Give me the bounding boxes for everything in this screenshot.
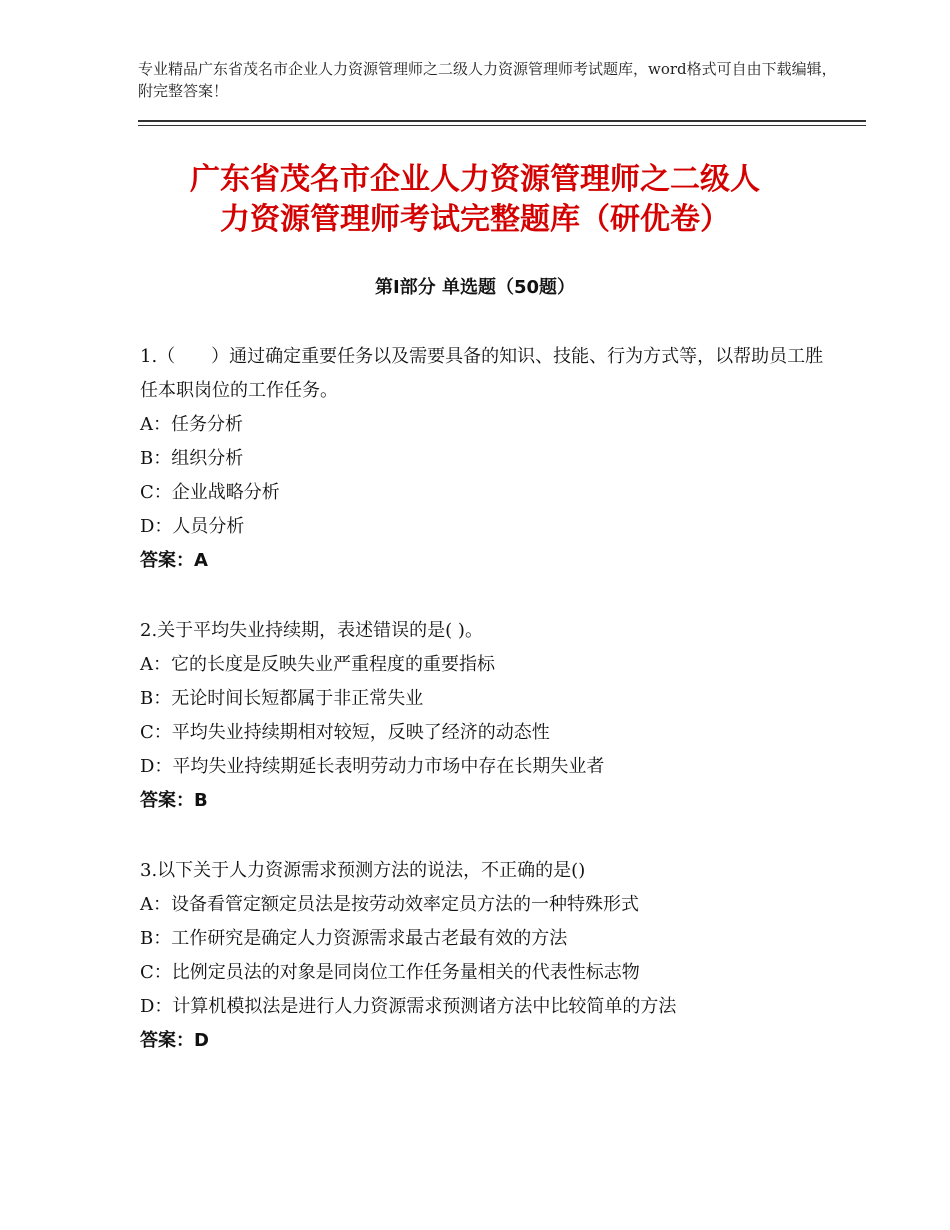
question-2 [140,614,830,818]
option-c: C：平均失业持续期相对较短，反映了经济的动态性 [140,722,550,743]
question-stem: 1.（ ）通过确定重要任务以及需要具备的知识、技能、行为方式等，以帮助员工胜任本职岗位的工作任务。 [140,346,824,401]
title-line-2: 力资源管理师考试完整题库（研优卷） [220,202,730,237]
option-b: B：无论时间长短都属于非正常失业 [140,688,424,709]
question-stem: 2.关于平均失业持续期，表述错误的是( )。 [140,620,483,641]
option-a: A：任务分析 [140,414,243,435]
option-d: D：计算机模拟法是进行人力资源需求预测诸方法中比较简单的方法 [140,996,677,1017]
header-note: 专业精品广东省茂名市企业人力资源管理师之二级人力资源管理师考试题库，word格式可自由下载编辑，附完整答案！ [138,60,837,100]
answer: 答案：A [140,550,208,571]
answer: 答案：D [140,1030,209,1051]
header-rule-thin [138,125,866,126]
option-d: D：平均失业持续期延长表明劳动力市场中存在长期失业者 [140,756,605,777]
option-d: D：人员分析 [140,516,245,537]
title-line-1: 广东省茂名市企业人力资源管理师之二级人 [190,162,760,197]
question-3 [140,854,830,1058]
option-a: A：设备看管定额定员法是按劳动效率定员方法的一种特殊形式 [140,894,639,915]
header-rule-thick [138,120,866,122]
question-1 [140,340,830,578]
question-stem: 3.以下关于人力资源需求预测方法的说法，不正确的是() [140,860,586,881]
option-a: A：它的长度是反映失业严重程度的重要指标 [140,654,495,675]
option-c: C：企业战略分析 [140,482,280,503]
document-title [60,160,890,240]
option-b: B：组织分析 [140,448,244,469]
section-title: 第Ⅰ部分 单选题（50题） [374,277,575,298]
option-b: B：工作研究是确定人力资源需求最古老最有效的方法 [140,928,568,949]
answer: 答案：B [140,790,208,811]
option-c: C：比例定员法的对象是同岗位工作任务量相关的代表性标志物 [140,962,640,983]
